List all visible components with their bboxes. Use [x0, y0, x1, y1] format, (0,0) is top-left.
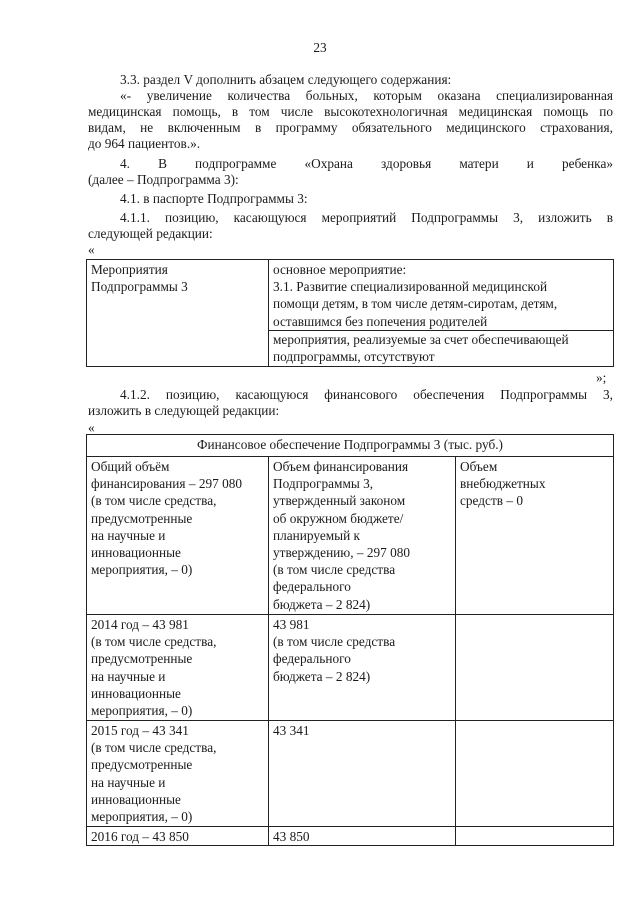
year-2015-extrabudgetary-cell	[456, 721, 614, 827]
close-quote: »;	[596, 370, 607, 385]
extrabudgetary-cell: Объем внебюджетных средств – 0	[456, 457, 614, 615]
financing-table	[86, 434, 614, 846]
paragraph-4-1-1: 4.1.1. позицию, касающуюся мероприятий Подпрограммы 3, изложить в	[120, 210, 613, 225]
measures-subsection: мероприятия, реализуемые за счет обеспечивающей подпрограммы, отсутствуют	[269, 330, 613, 365]
paragraph-4-cont: (далее – Подпрограмма 3):	[88, 172, 239, 187]
open-quote: «	[88, 242, 95, 257]
budget-financing-cell: Объем финансирования Подпрограммы 3, утвержденный законом об окружном бюджете/ планируемый к утверждению, – 297 080 (в том числе средства федерального бюджета – 2 824)	[269, 457, 456, 615]
paragraph-4-1-2-cont: изложить в следующей редакции:	[88, 403, 280, 418]
paragraph-quote-line: медицинская помощь, в том числе высокотехнологичная медицинская помощь по	[88, 104, 613, 119]
measures-label-cell: Мероприятия Подпрограммы 3	[87, 260, 269, 367]
paragraph-3-3: 3.3. раздел V дополнить абзацем следующего содержания:	[120, 72, 452, 87]
open-quote: «	[88, 420, 95, 435]
page-number: 23	[313, 40, 327, 55]
measures-content-cell: основное мероприятие: 3.1. Развитие специализированной медицинской помощи детям, в том числе детям-сиротам, детям, оставшимся без попечения родителей мероприятия, реализуемые за счет обеспечивающей подпрограммы, отсутствуют	[269, 260, 614, 367]
paragraph-4-1: 4.1. в паспорте Подпрограммы 3:	[120, 191, 308, 206]
year-2014-cell: 2014 год – 43 981 (в том числе средства, предусмотренные на научные и инновационные мероприятия, – 0)	[87, 615, 269, 721]
year-2014-extrabudgetary-cell	[456, 615, 614, 721]
year-2015-cell: 2015 год – 43 341 (в том числе средства, предусмотренные на научные и инновационные мероприятия, – 0)	[87, 721, 269, 827]
year-2014-budget-cell: 43 981 (в том числе средства федерального бюджета – 2 824)	[269, 615, 456, 721]
paragraph-4-1-2: 4.1.2. позицию, касающуюся финансового обеспечения Подпрограммы 3,	[120, 387, 613, 402]
paragraph-4-1-1-cont: следующей редакции:	[88, 226, 213, 241]
year-2016-budget-cell: 43 850	[269, 827, 456, 846]
year-2015-budget-cell: 43 341	[269, 721, 456, 827]
paragraph-quote-line: «- увеличение количества больных, которым оказана специализированная	[120, 88, 613, 103]
total-financing-cell: Общий объём финансирования – 297 080 (в том числе средства, предусмотренные на научные и инновационные мероприятия, – 0)	[87, 457, 269, 615]
financing-header: Финансовое обеспечение Подпрограммы 3 (тыс. руб.)	[87, 435, 614, 457]
paragraph-quote-line: видам, не включенным в программу обязательного медицинского страхования,	[88, 120, 613, 135]
measures-table	[86, 259, 614, 367]
paragraph-quote-line: до 964 пациентов.».	[88, 136, 201, 151]
paragraph-4: 4. В подпрограмме «Охрана здоровья матери и ребенка»	[120, 156, 613, 171]
year-2016-extrabudgetary-cell	[456, 827, 614, 846]
year-2016-cell: 2016 год – 43 850	[87, 827, 269, 846]
